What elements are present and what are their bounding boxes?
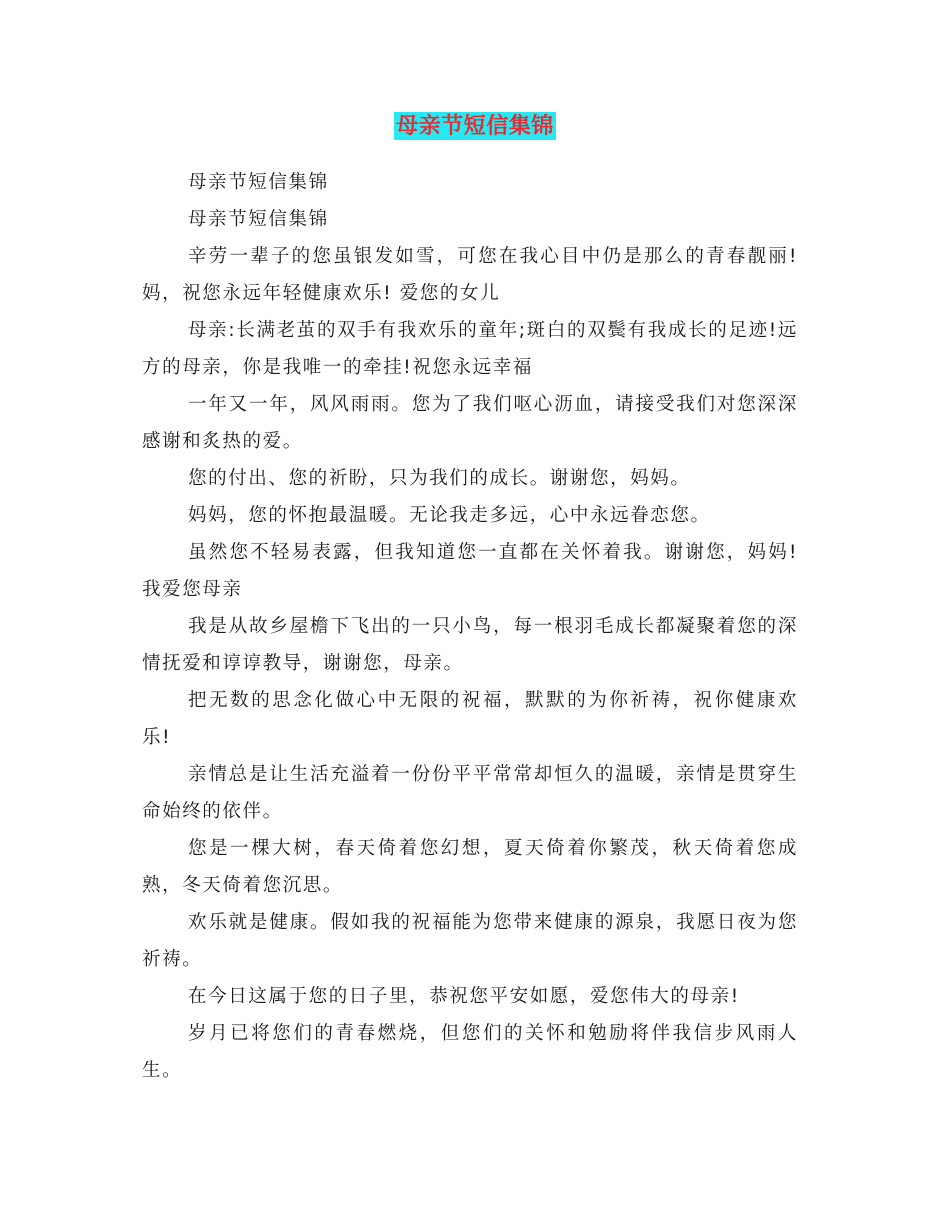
paragraph-12: 您是一棵大树，春天倚着您幻想，夏天倚着你繁茂，秋天倚着您成熟，冬天倚着您沉思。 xyxy=(142,838,798,896)
paragraph-15: 岁月已将您们的青春燃烧，但您们的关怀和勉励将伴我信步风雨人生。 xyxy=(142,1023,798,1081)
paragraph-8: 虽然您不轻易表露，但我知道您一直都在关怀着我。谢谢您，妈妈!我爱您母亲 xyxy=(142,542,798,600)
paragraph-14: 在今日这属于您的日子里，恭祝您平安如愿，爱您伟大的母亲! xyxy=(188,986,740,1007)
paragraph-4: 母亲:长满老茧的双手有我欢乐的童年;斑白的双鬓有我成长的足迹!远方的母亲，你是我唯一的牵挂!祝您永远幸福 xyxy=(142,320,798,378)
paragraph-6: 您的付出、您的祈盼，只为我们的成长。谢谢您，妈妈。 xyxy=(188,468,691,489)
document-body xyxy=(142,164,798,1089)
paragraph-11: 亲情总是让生活充溢着一份份平平常常却恒久的温暖，亲情是贯穿生命始终的依伴。 xyxy=(142,764,798,822)
title-container xyxy=(0,112,950,140)
paragraph-3: 辛劳一辈子的您虽银发如雪，可您在我心目中仍是那么的青春靓丽!妈，祝您永远年轻健康欢乐! 爱您的女儿 xyxy=(142,246,798,304)
paragraph-2: 母亲节短信集锦 xyxy=(188,209,329,230)
paragraph-1: 母亲节短信集锦 xyxy=(188,172,329,193)
paragraph-7: 妈妈，您的怀抱最温暖。无论我走多远，心中永远眷恋您。 xyxy=(188,505,711,526)
document-title: 母亲节短信集锦 xyxy=(396,113,554,139)
paragraph-9: 我是从故乡屋檐下飞出的一只小鸟，每一根羽毛成长都凝聚着您的深情抚爱和谆谆教导，谢谢您，母亲。 xyxy=(142,616,798,674)
paragraph-5: 一年又一年，风风雨雨。您为了我们呕心沥血，请接受我们对您深深感谢和炙热的爱。 xyxy=(142,394,798,452)
paragraph-13: 欢乐就是健康。假如我的祝福能为您带来健康的源泉，我愿日夜为您祈祷。 xyxy=(142,912,798,970)
paragraph-10: 把无数的思念化做心中无限的祝福，默默的为你祈祷，祝你健康欢乐! xyxy=(142,690,798,748)
